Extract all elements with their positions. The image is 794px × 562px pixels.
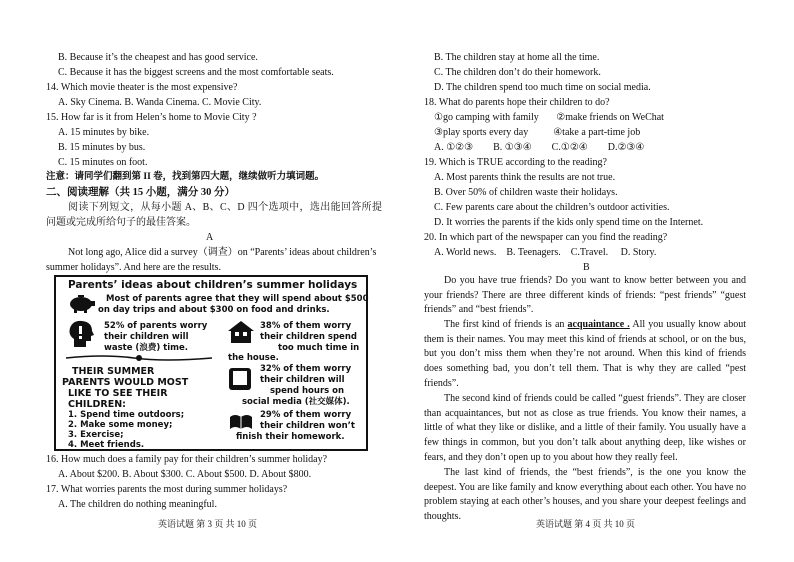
page-footer-right: 英语试题 第 4 页 共 10 页 (536, 519, 636, 529)
books-icon (228, 411, 254, 433)
poster-title: Parents’ ideas about children’s summer holidays (68, 279, 358, 291)
page-footer-left: 英语试题 第 3 页 共 10 页 (158, 519, 258, 529)
option-19d: D. It worries the parents if the kids only spend time on the Internet. (434, 217, 704, 228)
stat-home-4: the house. (228, 353, 279, 363)
stat-media-1: 32% of them worry (260, 364, 352, 374)
passage-a-line-2: summer holidays”. And here are the results. (46, 262, 221, 273)
stat-waste-2: their children will (104, 332, 189, 342)
list-item: 4. Meet friends. (68, 440, 145, 450)
passage-b-paragraph-2: The first kind of friends is an acquaintance . All you usually know about them is their names. You may meet this kind of friends at school, or on the bus, but you don’t miss them when they’re not around. When this kind of friends does something bad, you don’t tell them. That is why they are called “pest friends”. (424, 319, 746, 389)
passage-b-paragraph-3: The second kind of friends could be called “guest friends”. They are closer than acquaintances, but not as close as true friends. You know their names, a little of what they like or dislike, and a little of their family. You usually have a few things in common, but you don’t talk about anything deep, like wishes or fears, and they don’t open up to you about how they really feel. (424, 393, 746, 463)
option-17c: C. The children don’t do their homework. (434, 67, 601, 78)
list-head-2: PARENTS WOULD MOST (62, 377, 189, 388)
option-13c: C. Because it has the biggest screens and the most comfortable seats. (58, 67, 334, 78)
stat-waste-1: 52% of parents worry (104, 321, 208, 331)
choices-18a: ①go camping with family ②make friends on WeChat (434, 112, 664, 123)
option-17a: A. The children do nothing meaningful. (58, 499, 217, 510)
listening-notice: 注意：请同学们翻到第 II 卷，找到第四大题，继续做听力填词题。 (46, 172, 325, 182)
options-18: A. ①②③ B. ①③④ C.①②④ D.②③④ (434, 142, 645, 153)
piggy-bank-icon (66, 293, 96, 313)
question-18: 18. What do parents hope their children to do? (424, 97, 610, 108)
stat-media-3: spend hours on (270, 386, 345, 396)
list-head-3: LIKE TO SEE THEIR (68, 388, 168, 399)
passage-b-label: B (583, 262, 590, 273)
poster-intro-2: on day trips and about $300 on food and drinks. (98, 305, 330, 315)
option-17d: D. The children spend too much time on social media. (434, 82, 651, 93)
instruction-line-1: 阅读下列短文，从每小题 A、B、C、D 四个选项中，选出能回答所提 (68, 202, 383, 213)
option-17b: B. The children stay at home all the time. (434, 52, 600, 63)
options-16: A. About $200. B. About $300. C. About $500. D. About $800. (58, 469, 312, 480)
passage-a-line-1: Not long ago, Alice did a survey（调查）on “Parents’ ideas about children’s (68, 247, 377, 258)
stat-home-3: too much time in (278, 343, 360, 353)
choices-18b: ③play sports every day ④take a part-time job (434, 127, 641, 138)
stat-waste-3: waste (浪费) time. (104, 343, 188, 353)
section-title: 二、阅读理解（共 15 小题，满分 30 分） (46, 187, 235, 198)
stat-home-1: 38% of them worry (260, 321, 352, 331)
list-item: 3. Exercise; (68, 430, 124, 440)
option-19b: B. Over 50% of children waste their holidays. (434, 187, 618, 198)
stat-home-2: their children spend (260, 332, 357, 342)
stat-homework-3: finish their homework. (236, 432, 345, 442)
question-17: 17. What worries parents the most during summer holidays? (46, 484, 288, 495)
passage-b-paragraph-1: Do you have true friends? Do you want to know better between you and your friends? There are three different kinds of friends: “pest friends” “guest friends” and “best friends”. (424, 275, 746, 316)
passage-a-label: A (206, 232, 214, 243)
stat-homework-1: 29% of them worry (260, 410, 352, 420)
question-15: 15. How far is it from Helen’s home to Movie City ? (46, 112, 257, 123)
options-14: A. Sky Cinema. B. Wanda Cinema. C. Movie City. (58, 97, 262, 108)
options-20: A. World news. B. Teenagers. C.Travel. D. Story. (434, 247, 657, 258)
option-19a: A. Most parents think the results are not true. (434, 172, 616, 183)
worried-head-icon (66, 319, 96, 349)
stat-media-2: their children will (260, 375, 345, 385)
house-icon (226, 319, 256, 345)
option-15b: B. 15 minutes by bus. (58, 142, 146, 153)
stat-media-4: social media (社交媒体). (242, 397, 350, 407)
tablet-icon (228, 367, 252, 391)
passage-b-paragraph-4: The last kind of friends, the “best friends”, is the one you know the deepest. You are like family and know everything about each other. You have no problem staying at each other’s houses, and you share your deepest feelings and thoughts. (424, 467, 746, 523)
underlined-word: acquaintance . (567, 319, 630, 330)
instruction-line-2: 问题或完成所给句子的最佳答案。 (46, 217, 196, 228)
list-item: 2. Make some money; (68, 420, 173, 430)
list-item: 1. Spend time outdoors; (68, 410, 185, 420)
question-14: 14. Which movie theater is the most expensive? (46, 82, 238, 93)
option-19c: C. Few parents care about the children’s outdoor activities. (434, 202, 670, 213)
question-19: 19. Which is TRUE according to the reading? (424, 157, 607, 168)
poster-intro-1: Most of parents agree that they will spend about $500 (106, 294, 369, 304)
list-head-4: CHILDREN: (68, 399, 126, 410)
ornament-divider (64, 353, 214, 363)
survey-poster (54, 275, 368, 451)
question-16: 16. How much does a family pay for their children’s summer holiday? (46, 454, 328, 465)
option-15a: A. 15 minutes by bike. (58, 127, 150, 138)
option-15c: C. 15 minutes on foot. (58, 157, 148, 168)
stat-homework-2: their children won’t (260, 421, 355, 431)
question-20: 20. In which part of the newspaper can you find the reading? (424, 232, 668, 243)
list-head-1: THEIR SUMMER (72, 366, 155, 377)
option-13b: B. Because it’s the cheapest and has good service. (58, 52, 258, 63)
